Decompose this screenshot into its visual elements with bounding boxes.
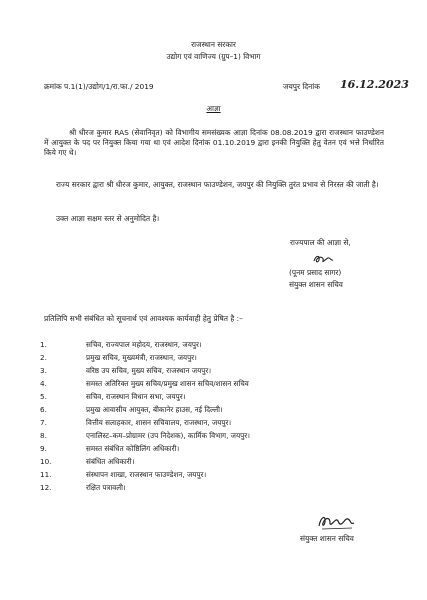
list-item: 4. समस्त अतिरिक्त मुख्य सचिव/प्रमुख शासन सचिव/शासन सचिव	[40, 379, 249, 388]
signatory-designation: संयुक्त शासन सचिव	[289, 280, 343, 289]
list-item: 5. सचिव, राजस्थान विधान सभा, जयपुर।	[40, 392, 186, 401]
body-paragraph-2: राज्य सरकार द्वारा श्री धीरज कुमार, आयुक्त, राजस्थान फाउण्डेशन, जयपुर की नियुक्ति तुरंत प्रभाव से निरस्त की जाती है।	[56, 180, 379, 189]
government-heading: राजस्थान सरकार	[191, 40, 236, 49]
list-item: 2. प्रमुख सचिव, मुख्यमंत्री, राजस्थान, जयपुर।	[40, 353, 197, 362]
reference-number: क्रमांक प.1(1)/उद्योग/1/रा.फा./ 2019	[44, 82, 154, 91]
signatory-name: (पूनम प्रसाद सागर)	[289, 268, 342, 277]
body-paragraph-1: श्री धीरज कुमार RAS (सेवानिवृत) को विभागीय समसंख्यक आज्ञा दिनांक 08.08.2019 द्वारा राजस्थान फाउण्डेशन में आयुक्त के पद पर नियुक्त किया गया था एवं आदेश दिनांक 01.10.2019 द्वारा इनकी नियुक्ति हेतु वेतन एवं भत्ते निर्धारित किये गए थे।	[44, 128, 384, 157]
signatory-designation-2: संयुक्त शासन सचिव	[300, 534, 354, 543]
body-paragraph-3: उक्त आज्ञा सक्षम स्तर से अनुमोदित है।	[56, 214, 160, 223]
order-title: आज्ञा	[206, 104, 221, 113]
copy-to-intro: प्रतिलिपि सभी संबंधित को सूचनार्थ एवं आवश्यक कार्यवाही हेतु प्रेषित है :–	[44, 314, 243, 323]
list-item: 12. रक्षित पत्रावली।	[40, 483, 126, 492]
order-authority-line: राज्यपाल की आज्ञा से,	[290, 238, 351, 247]
list-item: 9. समस्त संबंधित कोष्ठिलिंग अधिकारी।	[40, 444, 180, 453]
list-item: 6. प्रमुख आवासीय आयुक्त, बीकानेर हाउस, नई दिल्ली।	[40, 405, 223, 414]
place-date-label: जयपुर दिनांक	[283, 82, 320, 91]
list-item: 7. वित्तीय सलाहकार, शासन सचिवालय, राजस्थान, जयपुर।	[40, 418, 232, 427]
signature-mark-1	[312, 253, 336, 265]
list-item: 11. संस्थापन शाखा, राजस्थान फाउण्डेशन, जयपुर।	[40, 470, 207, 479]
list-item: 10. संबंधित अधिकारी।	[40, 457, 135, 466]
signature-mark-2	[316, 512, 358, 532]
list-item: 8. एनालिस्ट–कम–प्रोग्रामर (उप निदेशक), कार्मिक विभाग, जयपुर।	[40, 431, 250, 440]
handwritten-date: 16.12.2023	[340, 78, 409, 91]
list-item: 3. वरिष्ठ उप सचिव, मुख्य सचिव, राजस्थान जयपुर।	[40, 366, 212, 375]
department-heading: उद्योग एवं वाणिज्य (ग्रुप–1) विभाग	[166, 52, 261, 61]
list-item: 1. सचिव, राज्यपाल महोदय, राजस्थान, जयपुर।	[40, 340, 202, 349]
